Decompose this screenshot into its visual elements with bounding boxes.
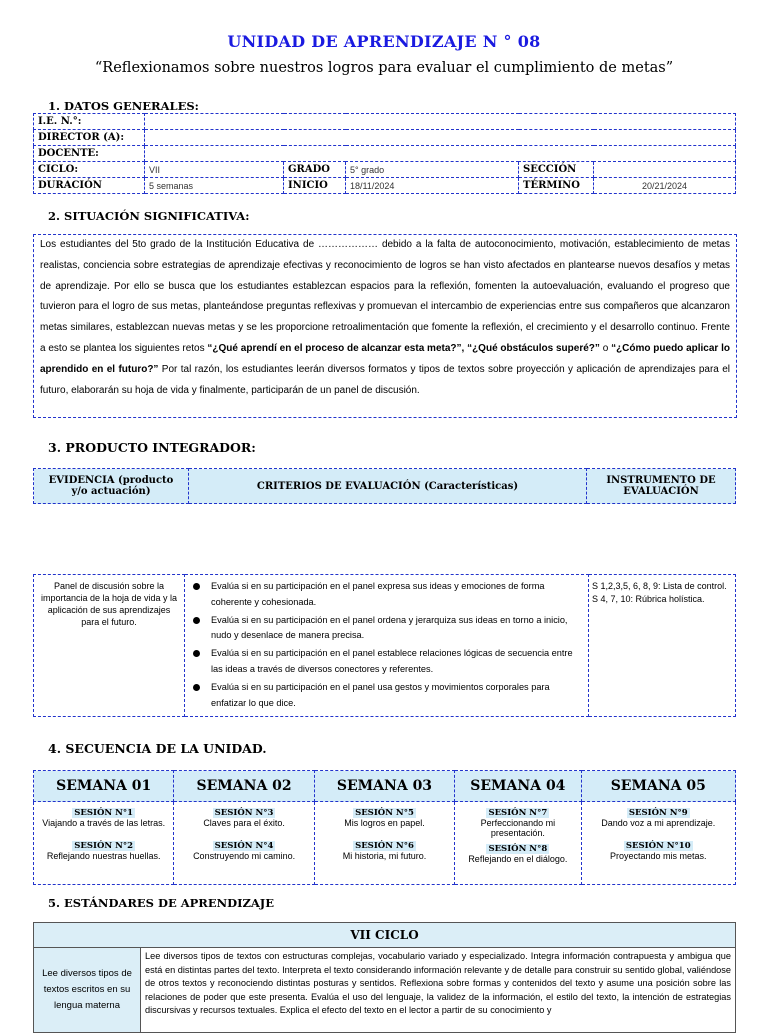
section-secuencia: 4. SECUENCIA DE LA UNIDAD.	[48, 741, 267, 756]
col-instrumento: INSTRUMENTO DE EVALUACIÓN	[587, 469, 736, 504]
seccion-value	[594, 162, 736, 178]
criterios-cell	[185, 575, 589, 717]
col-criterios: CRITERIOS DE EVALUACIÓN (Características)	[189, 469, 587, 504]
row-ie	[34, 114, 736, 130]
secuencia-table	[33, 770, 736, 885]
sesion-title: Perfeccionando mi presentación.	[480, 818, 556, 838]
situacion-question-1: “¿Qué aprendí en el proceso de alcanzar esta meta?”, “¿Qué obstáculos superé?”	[207, 342, 600, 354]
director-value	[145, 130, 736, 146]
situacion-p1: Los estudiantes del 5to grado de la Institución Educativa de ……………… debido a la falta de autoconocimiento, motivación, establecimiento de metas realistas, conciencia sobre estrategias de aprendizaje efectivas y reconocimiento de logros se han visto afectados en plantearse nuevos desafíos y metas de aprendizaje. Por ello se busca que los estudiantes establezcan espacios para la reflexión, fomenten la autoevaluación, evaluando el progreso que tuvieron para el logro de sus metas, planteándose preguntas reflexivas y promuevan el intercambio de experiencias entre sus compañeros que alcanzaron metas similares, establezcan nuevas metas y se les proporcione retroalimentación que fomente la reflexión, el crecimiento y el desarrollo continuo. Frente a esto se plantea los siguientes retos	[40, 239, 730, 354]
semana-4-cell	[455, 802, 581, 885]
evidencia-cell: Panel de discusión sobre la importancia de la hoja de vida y la aplicación de sus aprendizajes para el futuro.	[34, 575, 185, 717]
page-title: UNIDAD DE APRENDIZAJE N ° 08	[227, 32, 541, 51]
semana-1-header: SEMANA 01	[34, 771, 174, 802]
bullet-icon	[193, 617, 200, 624]
semanas-body-row	[34, 802, 736, 885]
row-director	[34, 130, 736, 146]
row-ciclo	[34, 162, 736, 178]
semana-2-cell	[174, 802, 314, 885]
sesion-title: Proyectando mis metas.	[609, 851, 707, 861]
semana-5-cell	[581, 802, 735, 885]
competencia-cell: Lee diversos tipos de textos escritos en su lengua materna	[34, 948, 141, 1033]
producto-body-table	[33, 574, 736, 717]
sesion-title: Construyendo mi camino.	[193, 851, 296, 861]
sesion-badge: SESIÓN N°6	[355, 841, 414, 851]
sesion-badge: SESIÓN N°7	[488, 808, 548, 818]
criterio-item: Evalúa si en su participación en el panel expresa sus ideas y emociones de forma coherente y cohesionada.	[211, 579, 584, 610]
semana-3-cell	[314, 802, 454, 885]
sesion-title: Viajando a través de las letras.	[42, 818, 166, 828]
situacion-text	[40, 235, 730, 401]
grado-label: GRADO	[284, 162, 346, 178]
situacion-p2: Por tal razón, los estudiantes leerán diversos formatos y tipos de textos sobre proyección y aplicación de aprendizajes para el futuro, elaborarán su hoja de vida y finalmente, participarán de un panel de discusión.	[40, 363, 730, 396]
instrumento-cell	[589, 575, 736, 717]
termino-value: 20/21/2024	[594, 178, 736, 194]
bullet-icon	[193, 650, 200, 657]
criterios-list	[189, 579, 584, 711]
sesion-badge: SESIÓN N°1	[74, 808, 134, 818]
grado-value: 5° grado	[346, 162, 519, 178]
semanas-header-row	[34, 771, 736, 802]
sesion-title: Claves para el éxito.	[203, 818, 285, 828]
sesion-badge: SESIÓN N°8	[488, 844, 548, 854]
inicio-value: 18/11/2024	[346, 178, 519, 194]
sesion-badge: SESIÓN N°4	[214, 841, 274, 851]
datos-generales-table	[33, 113, 736, 194]
col-evidencia: EVIDENCIA (producto y/o actuación)	[34, 469, 189, 504]
section-producto: 3. PRODUCTO INTEGRADOR:	[48, 440, 256, 455]
ie-value	[145, 114, 736, 130]
sesion-badge: SESIÓN N°9	[628, 808, 688, 818]
ciclo-label: CICLO:	[34, 162, 145, 178]
situacion-question-2: “¿Cómo puedo aplicar lo aprendido en el futuro?”	[40, 342, 730, 375]
ciclo-value: VII	[145, 162, 284, 178]
situacion-connector: o	[599, 342, 612, 354]
sesion-title: Mi historia, mi futuro.	[342, 851, 427, 861]
instrumento-lista: S 1,2,3,5, 6, 8, 9: Lista de control.	[592, 581, 727, 591]
estandar-descripcion: Lee diversos tipos de textos con estructuras complejas, vocabulario variado y especializado. Integra información contrapuesta y ambigua que está en distintas partes del texto. Interpreta el texto considerando información relevante y de detalle para construir su sentido global, valiéndose de otros textos y reconociendo distintas posturas y sentidos. Reflexiona sobre formas y contenidos del texto y asume una posición sobre las relaciones de poder que este presenta. Evalúa el uso del lenguaje, la validez de la información, el estilo del texto, la intención de estrategias discursivas y recursos textuales. Explica el efecto del texto en el lector a partir de su conocimiento y	[141, 948, 736, 1033]
criterio-item: Evalúa si en su participación en el panel ordena y jerarquiza sus ideas en torno a inicio, nudo y desenlace de manera precisa.	[211, 613, 584, 644]
semana-3-header: SEMANA 03	[314, 771, 454, 802]
situacion-box	[33, 234, 737, 418]
seccion-label: SECCIÓN	[519, 162, 594, 178]
criterio-item: Evalúa si en su participación en el panel establece relaciones lógicas de secuencia entre las ideas a través de diversos conectores y referentes.	[211, 646, 584, 677]
sesion-badge: SESIÓN N°10	[625, 841, 691, 851]
semana-1-cell	[34, 802, 174, 885]
sesion-title: Reflejando en el diálogo.	[468, 854, 568, 864]
inicio-label: INICIO	[284, 178, 346, 194]
ie-label: I.E. N.°:	[34, 114, 145, 130]
criterio-item: Evalúa si en su participación en el panel usa gestos y movimientos corporales para enfatizar lo que dice.	[211, 680, 584, 711]
bullet-icon	[193, 684, 200, 691]
section-situacion: 2. SITUACIÓN SIGNIFICATIVA:	[48, 209, 250, 223]
sesion-title: Reflejando nuestras huellas.	[46, 851, 161, 861]
sesion-badge: SESIÓN N°5	[355, 808, 414, 818]
docente-value	[145, 146, 736, 162]
producto-header-table	[33, 468, 736, 504]
row-duracion	[34, 178, 736, 194]
ciclo-header: VII CICLO	[34, 923, 736, 948]
bullet-icon	[193, 583, 200, 590]
docente-label: DOCENTE:	[34, 146, 145, 162]
semana-2-header: SEMANA 02	[174, 771, 314, 802]
sesion-title: Mis logros en papel.	[344, 818, 425, 828]
sesion-badge: SESIÓN N°3	[214, 808, 274, 818]
sesion-title: Dando voz a mi aprendizaje.	[601, 818, 716, 828]
row-docente	[34, 146, 736, 162]
duracion-label: DURACIÓN	[34, 178, 145, 194]
termino-label: TÉRMINO	[519, 178, 594, 194]
director-label: DIRECTOR (A):	[34, 130, 145, 146]
estandares-table	[33, 922, 736, 1033]
section-estandares: 5. ESTÁNDARES DE APRENDIZAJE	[48, 896, 274, 910]
page-subtitle: “Reflexionamos sobre nuestros logros para evaluar el cumplimiento de metas”	[94, 60, 674, 76]
semana-5-header: SEMANA 05	[581, 771, 735, 802]
sesion-badge: SESIÓN N°2	[74, 841, 134, 851]
section-datos-generales: 1. DATOS GENERALES:	[48, 99, 199, 113]
semana-4-header: SEMANA 04	[455, 771, 581, 802]
duracion-value: 5 semanas	[145, 178, 284, 194]
instrumento-rubrica: S 4, 7, 10: Rúbrica holística.	[592, 593, 705, 604]
